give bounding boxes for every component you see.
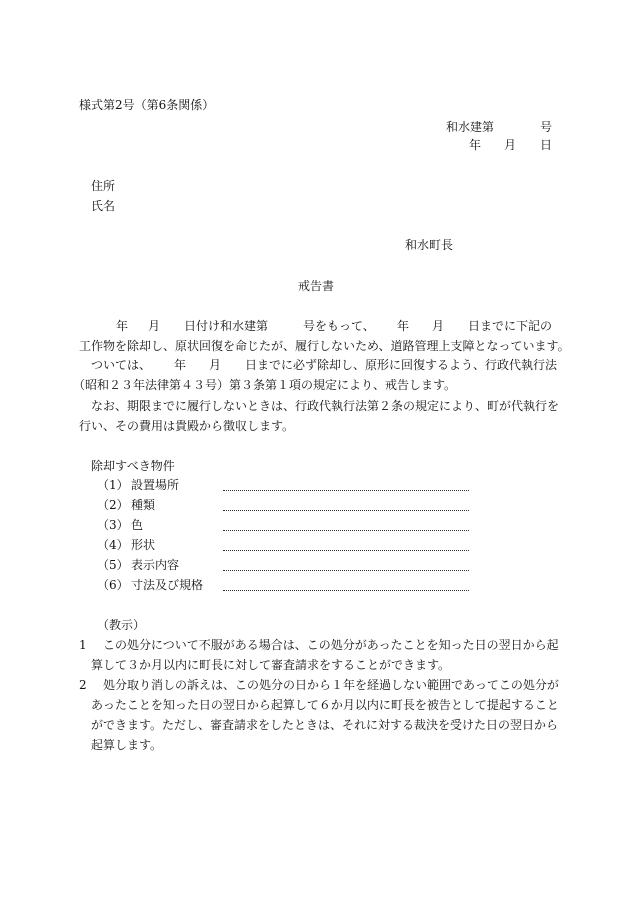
item-label: 寸法及び規格 bbox=[131, 578, 204, 592]
p3-line2: 行い、その費用は貴殿から徴収します。 bbox=[79, 419, 295, 433]
notice-line: 起算します。 bbox=[91, 738, 163, 752]
date-year: 年 bbox=[469, 138, 482, 152]
p2-line2: （昭和２３年法律第４３号）第３条第１項の規定により、戒告します。 bbox=[73, 378, 457, 392]
notice-number: 1 bbox=[79, 638, 87, 652]
items-heading: 除却すべき物件 bbox=[91, 459, 175, 473]
item-label: 色 bbox=[131, 518, 144, 532]
item-fill-line bbox=[223, 570, 469, 571]
notice-line: 算して３か月以内に町長に対して審査請求をすることができます。 bbox=[91, 658, 451, 672]
date-day: 日 bbox=[540, 138, 553, 152]
p2-head: ついては、 bbox=[91, 358, 152, 372]
item-fill-line bbox=[223, 530, 469, 531]
item-fill-line bbox=[223, 490, 469, 491]
document-title: 戒告書 bbox=[298, 279, 335, 293]
doc-number-prefix: 和水建第 bbox=[446, 120, 495, 134]
notice-line: 処分取り消しの訴えは、この処分の日から１年を経過しない範囲であってこの処分が bbox=[103, 678, 559, 692]
item-number: （6） bbox=[97, 578, 129, 592]
form-label: 様式第2号（第6条関係） bbox=[79, 98, 215, 112]
address-label: 住所 bbox=[91, 179, 116, 193]
item-label: 表示内容 bbox=[131, 558, 180, 572]
item-label: 形状 bbox=[131, 538, 156, 552]
date-month: 月 bbox=[504, 138, 517, 152]
p2-tail: 日までに必ず除却し、原形に回復するよう、行政代執行法 bbox=[245, 358, 558, 372]
item-fill-line bbox=[223, 590, 469, 591]
item-number: （5） bbox=[97, 558, 129, 572]
item-fill-line bbox=[223, 510, 469, 511]
p1-line2: 工作物を除却し、原状回復を命じたが、履行しないため、道路管理上支障となっています。 bbox=[79, 339, 570, 353]
notice-line: この処分について不服がある場合は、この処分があったことを知った日の翌日から起 bbox=[103, 638, 559, 652]
p3-line1: なお、期限までに履行しないときは、行政代執行法第２条の規定により、町が代執行を bbox=[91, 399, 560, 413]
p1-number-suffix: 号をもって、 bbox=[303, 319, 375, 333]
item-number: （4） bbox=[97, 538, 129, 552]
notice-heading: （教示） bbox=[97, 618, 146, 632]
item-fill-line bbox=[223, 550, 469, 551]
notice-line: あったことを知った日の翌日から起算して６か月以内に町長を被告として提起すること bbox=[91, 698, 559, 712]
item-number: （1） bbox=[97, 478, 129, 492]
notice-line: ができます。ただし、審査請求をしたときは、それに対する裁決を受けた日の翌日から bbox=[91, 718, 559, 732]
p1-year: 年 bbox=[116, 319, 129, 333]
item-label: 設置場所 bbox=[131, 478, 180, 492]
item-number: （2） bbox=[97, 498, 129, 512]
p2-month: 月 bbox=[209, 358, 222, 372]
item-number: （3） bbox=[97, 518, 129, 532]
notice-number: 2 bbox=[79, 678, 87, 692]
issuer: 和水町長 bbox=[405, 238, 454, 252]
p1-year2: 年 bbox=[397, 319, 410, 333]
p1-day-ref: 日付け和水建第 bbox=[184, 319, 269, 333]
name-label: 氏名 bbox=[91, 199, 116, 213]
p2-year: 年 bbox=[174, 358, 187, 372]
p1-month: 月 bbox=[148, 319, 161, 333]
p1-tail: 日までに下記の bbox=[468, 319, 553, 333]
item-label: 種類 bbox=[131, 498, 156, 512]
doc-number-suffix: 号 bbox=[540, 120, 553, 134]
p1-month2: 月 bbox=[432, 319, 445, 333]
